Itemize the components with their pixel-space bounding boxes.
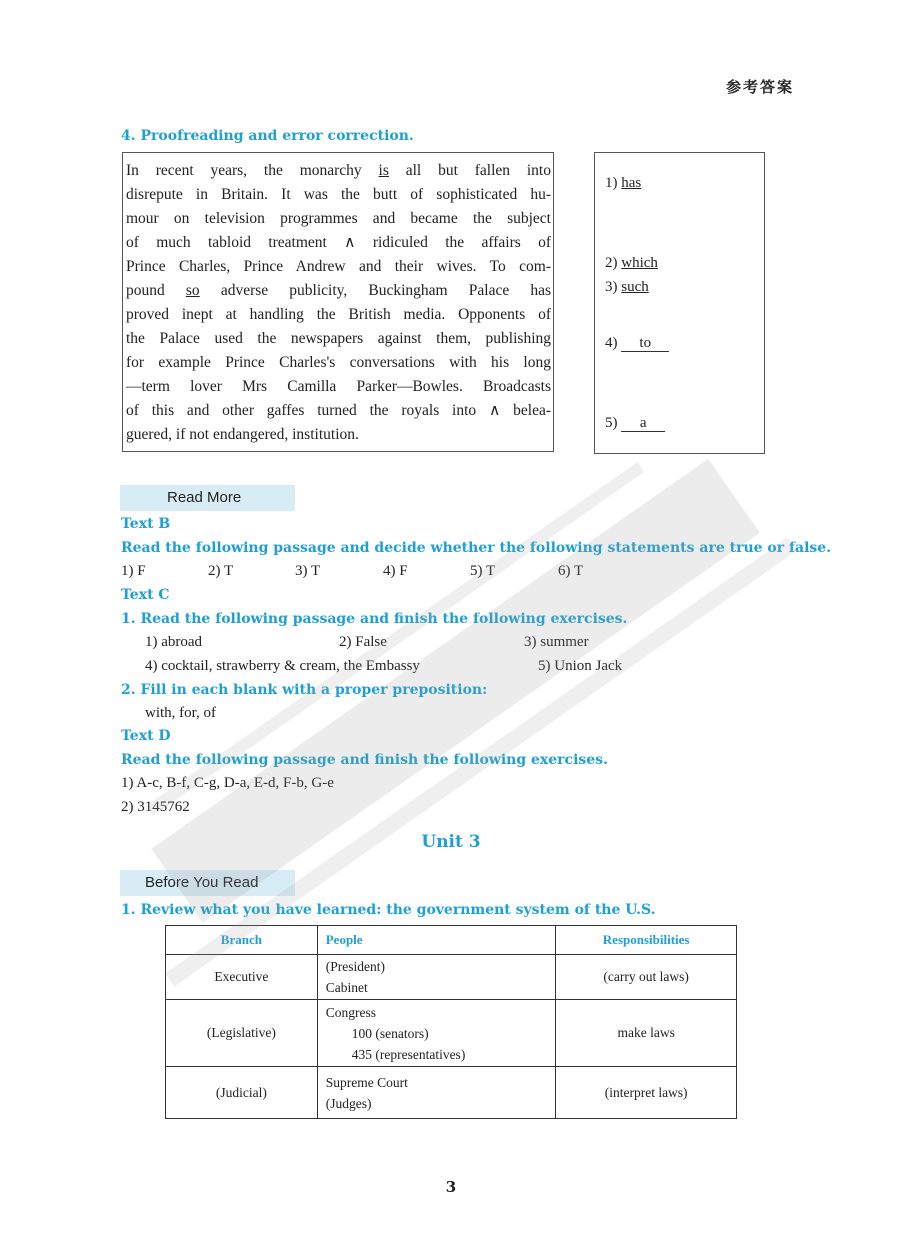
passage-line [126,231,551,255]
table-row [166,1000,737,1067]
text-b-title: Text B [121,516,171,532]
responsibility-cell: make laws [556,1000,737,1067]
read-more-banner: Read More [120,485,295,511]
passage-text: —term lover Mrs Camilla Parker—Bowles. Broadcasts [126,378,551,395]
page-number: 3 [445,1178,457,1196]
responsibility-cell: (interpret laws) [556,1067,737,1119]
passage-line [126,375,551,399]
passage-line [126,399,551,423]
text-d-answer-2: 2) 3145762 [121,799,190,815]
text-d-answer-1: 1) A-c, B-f, C-g, D-a, E-d, F-b, G-e [121,775,334,791]
text-c-q1-answer-4: 4) cocktail, strawberry & cream, the Embassy [145,658,420,674]
answer-5: 5) a [605,415,665,432]
before-you-read-banner: Before You Read [120,870,295,896]
correction-answers-box [594,152,765,454]
text-c-q2-answer: with, for, of [145,705,217,721]
header-responsibilities: Responsibilities [556,926,737,955]
passage-text: pound [126,282,186,299]
header-branch: Branch [166,926,318,955]
unit-3-q1: 1. Review what you have learned: the government system of the U.S. [121,902,656,918]
passage-line [126,303,551,327]
passage-line [126,207,551,231]
text-b-answer-1: 1) F [121,563,146,579]
branch-cell: (Legislative) [166,1000,318,1067]
people-cell [317,1067,556,1119]
section-4-heading: 4. Proofreading and error correction. [121,128,414,144]
passage-text: Prince Charles, Prince Andrew and their wives. To com- [126,258,551,275]
error-word: so [185,282,200,299]
passage-line [126,159,551,183]
passage-line [126,327,551,351]
passage-line [126,183,551,207]
passage-line [126,255,551,279]
passage-text: proved inept at handling the British media. Opponents of [126,306,551,323]
page-header-title: 参考答案 [725,78,794,96]
text-c-title: Text C [121,587,170,603]
passage-text: disrepute in Britain. It was the butt of sophisticated hu- [126,186,551,203]
table-header-row [166,926,737,955]
text-d-instruction: Read the following passage and finish the following exercises. [121,752,608,768]
passage-text: guered, if not endangered, institution. [126,426,359,443]
text-c-q1: 1. Read the following passage and finish the following exercises. [121,611,628,627]
text-d-title: Text D [121,728,171,744]
text-c-q1-answer-1: 1) abroad [145,634,203,650]
table-row [166,1067,737,1119]
table-row [166,955,737,1000]
passage-text: of this and other gaffes turned the royals into ∧ belea- [126,402,551,419]
text-b-answer-5: 5) T [470,563,496,579]
passage-line [126,423,551,447]
header-people: People [317,926,556,955]
passage-text: the Palace used the newspapers against them, publishing [126,330,551,347]
text-c-q2: 2. Fill in each blank with a proper preposition: [121,682,488,698]
passage-text: all but fallen into [388,162,551,179]
people-cell [317,1000,556,1067]
error-word: is [378,162,389,179]
people-line: 100 (senators) [351,1025,429,1041]
responsibility-cell: (carry out laws) [556,955,737,1000]
passage-text: for example Prince Charles's conversations with his long [126,354,551,371]
text-b-answer-6: 6) T [558,563,584,579]
people-line: (President) [325,959,385,974]
text-b-answer-2: 2) T [208,563,234,579]
text-b-instruction: Read the following passage and decide whether the following statements are true or false. [121,540,832,556]
branch-cell: (Judicial) [166,1067,318,1119]
text-c-q1-answer-5: 5) Union Jack [538,658,623,674]
people-line: Congress [325,1004,376,1020]
people-line: (Judges) [325,1095,372,1111]
passage-text: of much tabloid treatment ∧ ridiculed the affairs of [126,234,551,251]
people-line: 435 (representatives) [351,1046,466,1062]
proofreading-passage [122,152,554,452]
text-c-q1-answer-2: 2) False [339,634,387,650]
text-c-q1-answer-3: 3) summer [524,634,589,650]
text-b-answer-3: 3) T [295,563,321,579]
people-line: Supreme Court [325,1074,408,1090]
passage-text: adverse publicity, Buckingham Palace has [199,282,552,299]
people-line: Cabinet [325,980,368,995]
answer-4: 4) to [605,335,669,352]
government-system-table [165,925,737,1119]
text-b-answer-4: 4) F [383,563,408,579]
passage-line [126,279,551,303]
people-cell [317,955,556,1000]
passage-line [126,351,551,375]
branch-cell: Executive [166,955,318,1000]
answer-3: 3) such [605,279,649,295]
answer-2: 2) which [605,255,658,271]
answer-1: 1) has [605,175,642,191]
passage-text: mour on television programmes and became the subject [126,210,551,227]
unit-3-title: Unit 3 [421,832,481,852]
passage-text: In recent years, the monarchy [126,162,379,179]
